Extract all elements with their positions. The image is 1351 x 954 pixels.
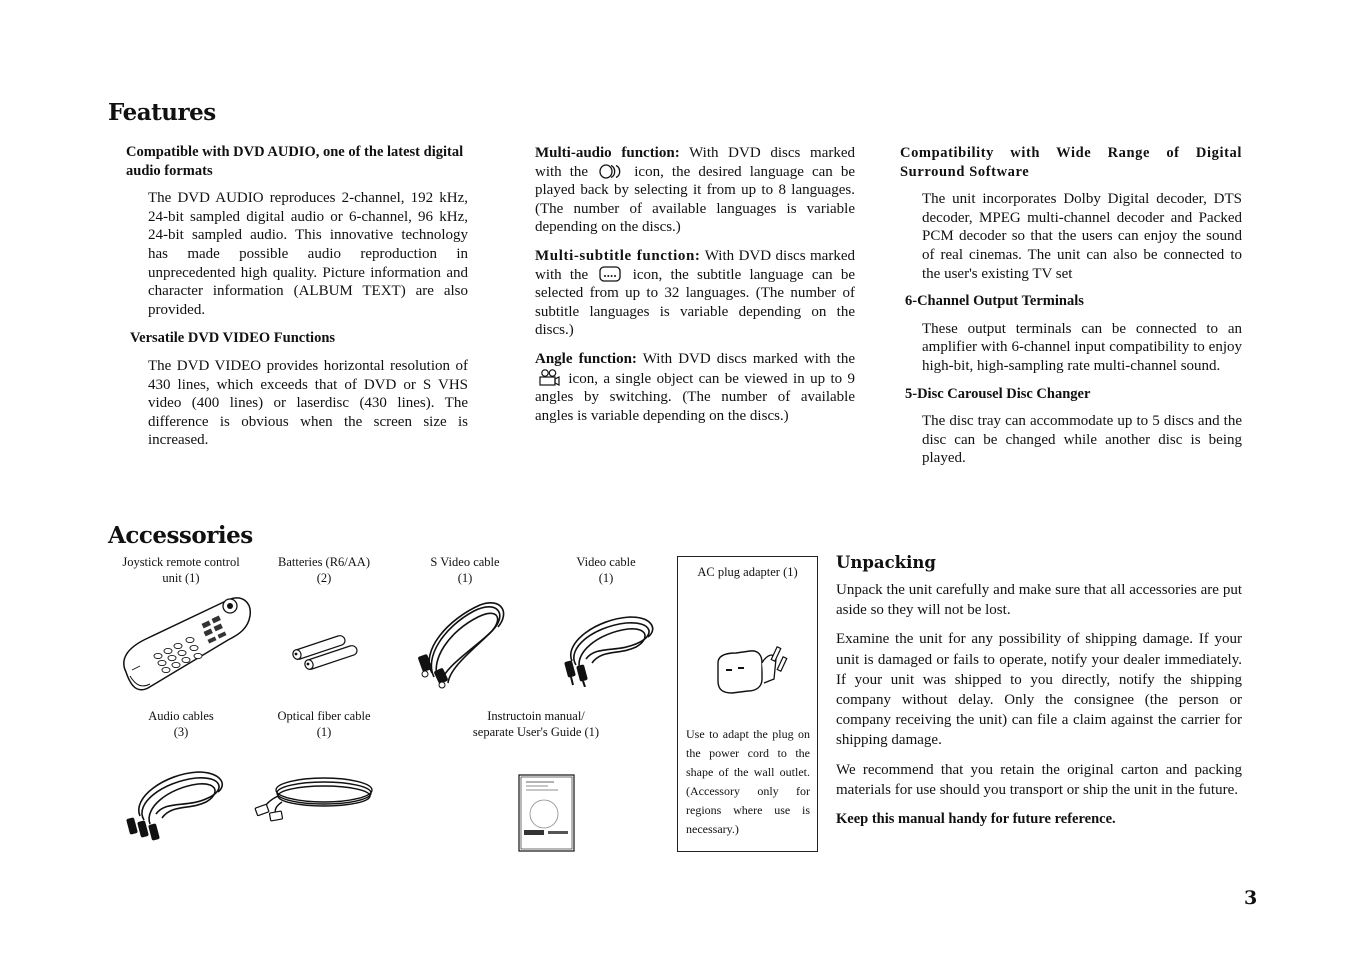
accessory-label-manual: Instructoin manual/ separate User's Guide (1) xyxy=(472,709,600,739)
multi-audio-icon xyxy=(599,164,623,179)
manual-icon xyxy=(518,774,575,852)
multi-audio-text-a: With DVD discs marked with the xyxy=(535,145,856,180)
multi-audio-text-b: icon, the desired language can be played back by selecting it from up to 8 languages. (The number of available languages is variable depending on the discs.) xyxy=(535,163,856,236)
accessory-label-s-video: S Video cable (1) xyxy=(430,555,500,585)
unpacking-heading: Unpacking xyxy=(836,553,936,572)
multi-subtitle-text-a: With DVD discs marked with the xyxy=(535,247,855,283)
accessory-label-video-cable: Video cable (1) xyxy=(576,555,636,585)
dvd-audio-subheading: Compatible with DVD AUDIO, one of the latest digital audio formats xyxy=(126,144,464,179)
accessories-heading: Accessories xyxy=(108,522,253,549)
audio-cables-icon xyxy=(122,768,230,844)
ac-adapter-icon xyxy=(712,643,788,699)
multi-subtitle-paragraph xyxy=(535,247,855,340)
angle-text-a: With DVD discs marked with the xyxy=(642,350,855,367)
remote-control-icon xyxy=(118,590,254,696)
accessory-label-batteries: Batteries (R6/AA) (2) xyxy=(278,555,370,585)
six-channel-subheading: 6-Channel Output Terminals xyxy=(905,293,1084,310)
dvd-audio-paragraph: The DVD AUDIO reproduces 2-channel, 192 kHz, 24-bit sampled digital audio or 6-channel, 96 kHz, 24-bit sampled audio. This innovative technology has made possible audio reproduction in unprecedented high quality. Picture information and character information (ALBUM TEXT) are also provided. xyxy=(148,190,468,318)
multi-subtitle-icon xyxy=(599,266,621,282)
dvd-video-subheading: Versatile DVD VIDEO Functions xyxy=(130,330,336,347)
multi-subtitle-lead: Multi-subtitle function: xyxy=(535,247,701,264)
features-column-2 xyxy=(535,144,855,425)
angle-camera-icon xyxy=(538,369,560,386)
accessory-label-optical-cable: Optical fiber cable (1) xyxy=(277,709,371,739)
digital-surround-paragraph: The unit incorporates Dolby Digital decoder, DTS decoder, MPEG multi-channel decoder and Packed PCM decoder so that the users can enjoy the sound of real cinemas. The unit can also be connected to the user's existing TV set xyxy=(922,191,1242,282)
features-column-1 xyxy=(126,143,468,450)
multi-audio-lead: Multi-audio function: xyxy=(535,145,680,161)
optical-cable-icon xyxy=(252,772,376,824)
angle-paragraph xyxy=(535,350,855,425)
multi-audio-paragraph xyxy=(535,144,855,237)
multi-subtitle-text-b: icon, the subtitle language can be selected from up to 32 languages. (The number of subtitle languages is variable depending on the discs.) xyxy=(535,266,856,339)
unpacking-paragraph-2: Examine the unit for any possibility of shipping damage. If your unit is damaged or fails to operate, notify your dealer immediately. If your unit was shipped to you directly, notify the shipping company without delay. Only the consignee (the person or company receiving the unit) can file a claim against the carrier for shipping damage. xyxy=(836,631,1242,749)
dvd-video-paragraph: The DVD VIDEO provides horizontal resolution of 430 lines, which exceeds that of DVD or S VHS video (400 lines) or laserdisc (430 lines). The difference is obvious when the screen size is increased. xyxy=(148,357,468,449)
unpacking-paragraph-3: We recommend that you retain the original carton and packing materials for use should you transport or ship the unit in the future. xyxy=(836,761,1242,798)
features-column-3 xyxy=(900,144,1242,468)
features-heading: Features xyxy=(108,99,216,126)
page-number: 3 xyxy=(1244,887,1258,909)
unpacking-section xyxy=(836,553,1242,838)
disc-changer-subheading: 5-Disc Carousel Disc Changer xyxy=(905,385,1091,402)
accessory-label-remote: Joystick remote control unit (1) xyxy=(122,555,240,585)
accessory-label-audio-cables: Audio cables (3) xyxy=(148,709,214,739)
unpacking-paragraph-1: Unpack the unit carefully and make sure that all accessories are put aside so they will not be lost. xyxy=(836,582,1242,619)
angle-lead: Angle function: xyxy=(535,350,637,367)
video-cable-icon xyxy=(556,613,660,687)
angle-text-b: icon, a single object can be viewed in up to 9 angles by switching. (The number of available angles is variable depending on the discs.) xyxy=(535,370,856,424)
disc-changer-paragraph: The disc tray can accommodate up to 5 discs and the disc can be changed while another disc is being played. xyxy=(922,413,1242,467)
digital-surround-subheading: Compatibility with Wide Range of Digital Surround Software xyxy=(900,145,1242,180)
ac-adapter-note: Use to adapt the plug on the power cord to the shape of the wall outlet. (Accessory only for regions where use is necessary.) xyxy=(686,727,810,836)
s-video-cable-icon xyxy=(414,597,510,689)
keep-manual-note: Keep this manual handy for future reference. xyxy=(836,811,1116,828)
ac-adapter-box xyxy=(677,556,818,852)
ac-adapter-label: AC plug adapter (1) xyxy=(697,565,798,579)
batteries-icon xyxy=(288,628,362,670)
six-channel-paragraph: These output terminals can be connected to an amplifier with 6-channel input compatibility to enjoy high-bit, high-sampling rate multi-channel sound. xyxy=(922,320,1242,374)
